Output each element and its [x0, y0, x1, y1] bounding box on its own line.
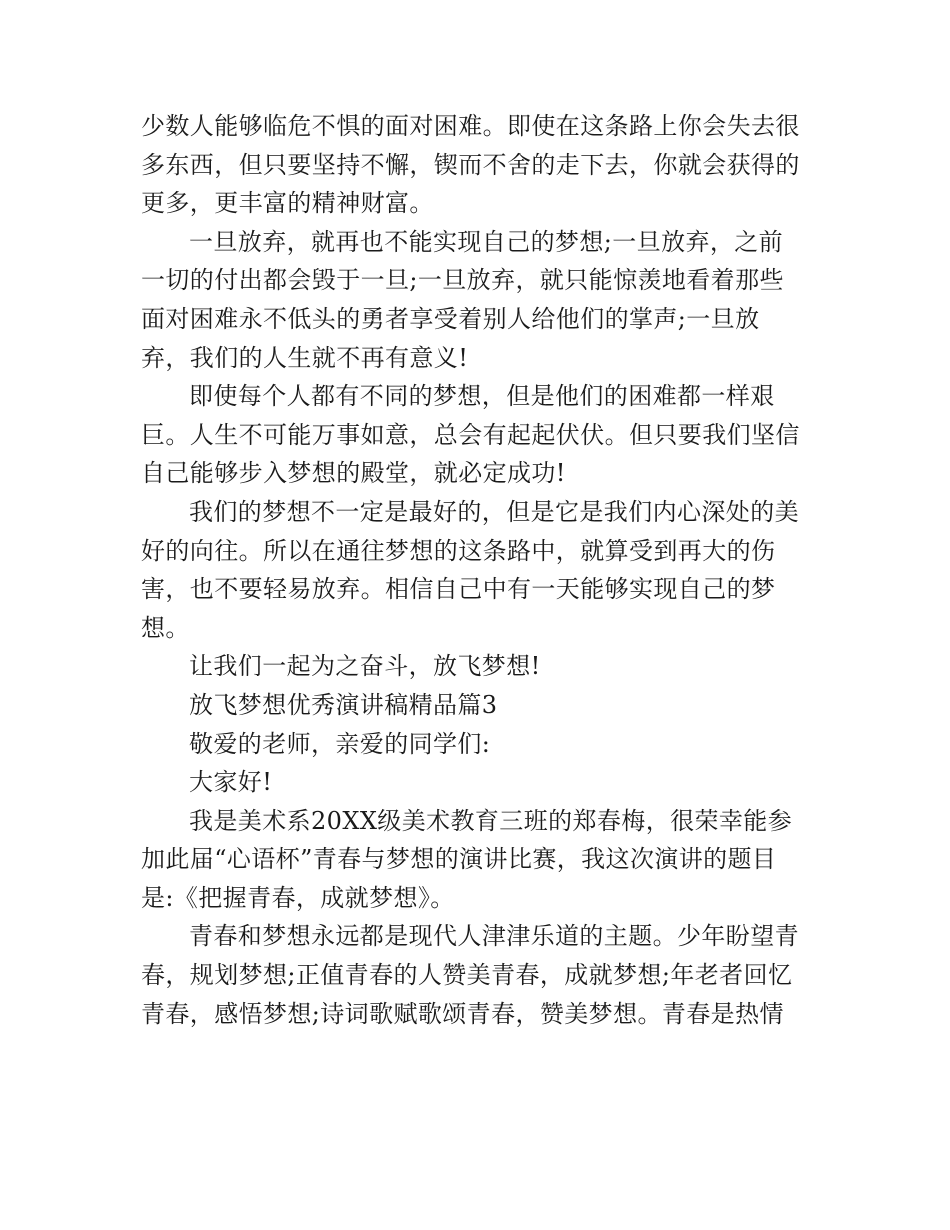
text-line: 春，规划梦想;正值青春的人赞美青春，成就梦想;年老者回忆 — [141, 961, 793, 990]
text-line: 害，也不要轻易放弃。相信自己中有一天能够实现自己的梦 — [141, 575, 776, 604]
text-line: 是:《把握青春，成就梦想》。 — [141, 883, 455, 912]
text-line: 少数人能够临危不惧的面对困难。即使在这条路上你会失去很 — [141, 112, 800, 140]
text-line: 多东西，但只要坚持不懈，锲而不舍的走下去，你就会获得的 — [141, 150, 800, 179]
text-line: 让我们一起为之奋斗，放飞梦想! — [189, 652, 541, 681]
text-line: 青春，感悟梦想;诗词歌赋歌颂青春，赞美梦想。青春是热情 — [141, 999, 784, 1028]
section-heading: 放飞梦想优秀演讲稿精品篇3 — [189, 690, 498, 719]
salutation: 敬爱的老师，亲爱的同学们: — [189, 729, 491, 758]
text-line: 更多，更丰富的精神财富。 — [141, 189, 434, 218]
text-line: 一旦放弃，就再也不能实现自己的梦想;一旦放弃，之前 — [189, 227, 784, 256]
text-line: 即使每个人都有不同的梦想，但是他们的困难都一样艰 — [189, 382, 775, 411]
text-line: 弃，我们的人生就不再有意义! — [141, 343, 469, 372]
text-line: 我是美术系20XX级美术教育三班的郑春梅，很荣幸能参 — [189, 806, 793, 835]
text-line: 一切的付出都会毁于一旦;一旦放弃，就只能惊羡地看着那些 — [141, 266, 784, 295]
greeting: 大家好! — [189, 768, 273, 797]
text-line: 面对困难永不低头的勇者享受着别人给他们的掌声;一旦放 — [141, 304, 760, 333]
text-line: 巨。人生不可能万事如意，总会有起起伏伏。但只要我们坚信 — [141, 420, 800, 449]
document-body — [141, 107, 816, 1033]
text-line: 想。 — [141, 613, 190, 642]
text-line: 加此届“心语杯”青春与梦想的演讲比赛，我这次演讲的题目 — [141, 845, 777, 874]
text-line: 好的向往。所以在通往梦想的这条路中，就算受到再大的伤 — [141, 536, 776, 565]
text-line: 我们的梦想不一定是最好的，但是它是我们内心深处的美 — [189, 497, 799, 526]
text-line: 自己能够步入梦想的殿堂，就必定成功! — [141, 459, 566, 488]
text-line: 青春和梦想永远都是现代人津津乐道的主题。少年盼望青 — [189, 922, 799, 951]
